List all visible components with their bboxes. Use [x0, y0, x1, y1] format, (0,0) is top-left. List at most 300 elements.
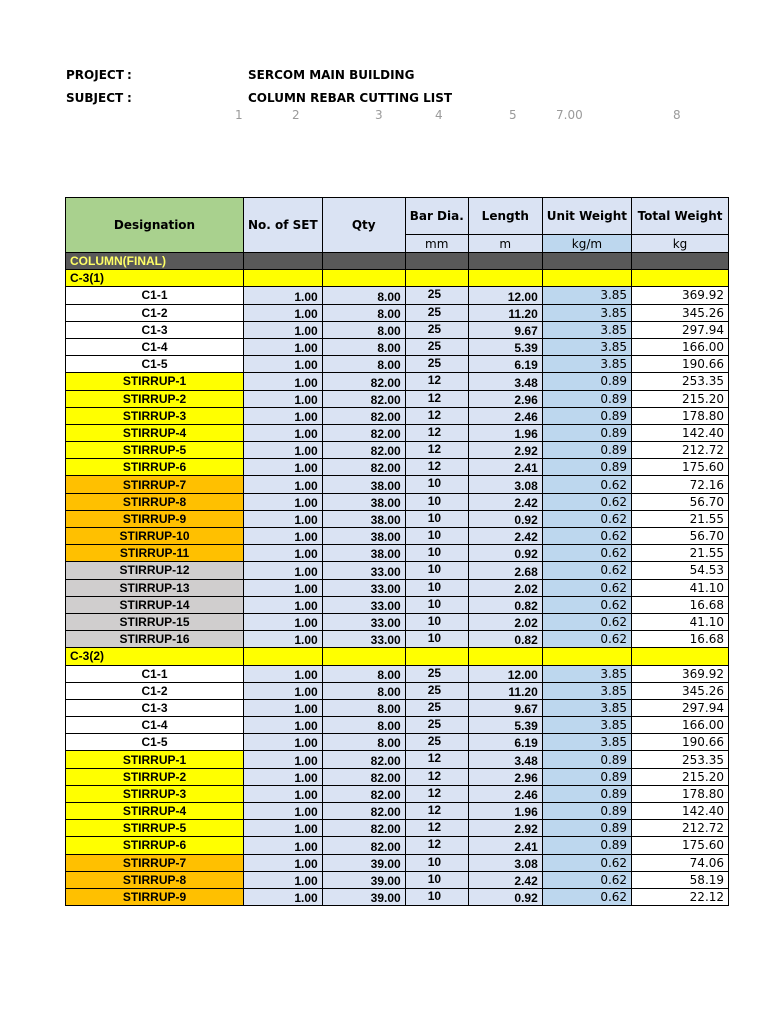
length-cell: 3.48 [468, 751, 542, 768]
table-row [66, 545, 729, 562]
bar-dia-cell: 12 [405, 424, 468, 441]
bar-dia-cell: 25 [405, 356, 468, 373]
total-weight-cell: 21.55 [632, 545, 729, 562]
group-cell [322, 648, 405, 665]
no-of-set-cell: 1.00 [244, 287, 323, 304]
table-row [66, 682, 729, 699]
length-cell: 0.92 [468, 888, 542, 905]
bar-dia-cell: 25 [405, 287, 468, 304]
qty-cell: 82.00 [322, 768, 405, 785]
subject-colon: : [127, 91, 132, 105]
qty-cell: 38.00 [322, 510, 405, 527]
designation-cell: STIRRUP-6 [66, 837, 244, 854]
designation-cell: STIRRUP-16 [66, 631, 244, 648]
no-of-set-cell: 1.00 [244, 613, 323, 630]
total-weight-cell: 56.70 [632, 493, 729, 510]
designation-cell: STIRRUP-4 [66, 424, 244, 441]
designation-cell: STIRRUP-9 [66, 888, 244, 905]
length-cell: 9.67 [468, 321, 542, 338]
designation-cell: STIRRUP-11 [66, 545, 244, 562]
designation-cell: STIRRUP-9 [66, 510, 244, 527]
length-cell: 2.42 [468, 871, 542, 888]
total-weight-cell: 22.12 [632, 888, 729, 905]
total-weight-cell: 175.60 [632, 459, 729, 476]
unit-total-weight: kg [632, 235, 729, 253]
table-row [66, 751, 729, 768]
bar-dia-cell: 12 [405, 390, 468, 407]
unit-weight-cell: 0.62 [542, 493, 631, 510]
qty-cell: 33.00 [322, 613, 405, 630]
table-row [66, 854, 729, 871]
rebar-table [65, 197, 729, 906]
section-cell [542, 253, 631, 270]
qty-cell: 8.00 [322, 682, 405, 699]
table-row [66, 785, 729, 802]
group-cell [632, 270, 729, 287]
group-cell [405, 648, 468, 665]
qty-cell: 82.00 [322, 442, 405, 459]
no-of-set-cell: 1.00 [244, 871, 323, 888]
length-cell: 0.82 [468, 631, 542, 648]
no-of-set-cell: 1.00 [244, 785, 323, 802]
designation-cell: STIRRUP-10 [66, 528, 244, 545]
table-row [66, 442, 729, 459]
total-weight-cell: 190.66 [632, 356, 729, 373]
unit-weight-cell: 3.85 [542, 338, 631, 355]
no-of-set-cell: 1.00 [244, 442, 323, 459]
unit-weight-cell: 0.62 [542, 613, 631, 630]
unit-weight-cell: 0.89 [542, 803, 631, 820]
table-row [66, 373, 729, 390]
total-weight-cell: 212.72 [632, 442, 729, 459]
designation-cell: STIRRUP-4 [66, 803, 244, 820]
no-of-set-cell: 1.00 [244, 734, 323, 751]
length-cell: 2.96 [468, 390, 542, 407]
length-cell: 11.20 [468, 304, 542, 321]
unit-weight-cell: 0.62 [542, 510, 631, 527]
table-row [66, 631, 729, 648]
bar-dia-cell: 12 [405, 820, 468, 837]
total-weight-cell: 72.16 [632, 476, 729, 493]
section-cell [405, 253, 468, 270]
no-of-set-cell: 1.00 [244, 528, 323, 545]
unit-weight-cell: 0.89 [542, 407, 631, 424]
bar-dia-cell: 10 [405, 528, 468, 545]
unit-weight-cell: 0.62 [542, 871, 631, 888]
no-of-set-cell: 1.00 [244, 304, 323, 321]
unit-weight-cell: 3.85 [542, 304, 631, 321]
project-label: PROJECT [66, 68, 124, 82]
bar-dia-cell: 25 [405, 304, 468, 321]
subject-label: SUBJECT [66, 91, 124, 105]
length-cell: 0.92 [468, 545, 542, 562]
bar-dia-cell: 10 [405, 596, 468, 613]
total-weight-cell: 142.40 [632, 803, 729, 820]
total-weight-cell: 16.68 [632, 596, 729, 613]
designation-cell: STIRRUP-6 [66, 459, 244, 476]
designation-cell: C1-4 [66, 717, 244, 734]
bar-dia-cell: 10 [405, 631, 468, 648]
bar-dia-cell: 25 [405, 699, 468, 716]
project-value: SERCOM MAIN BUILDING [248, 68, 415, 82]
unit-weight-cell: 3.85 [542, 287, 631, 304]
total-weight-cell: 215.20 [632, 768, 729, 785]
no-of-set-cell: 1.00 [244, 321, 323, 338]
length-cell: 5.39 [468, 338, 542, 355]
total-weight-cell: 369.92 [632, 287, 729, 304]
designation-cell: STIRRUP-5 [66, 442, 244, 459]
table-row [66, 837, 729, 854]
length-cell: 1.96 [468, 803, 542, 820]
ruler-label: 5 [509, 108, 517, 122]
total-weight-cell: 253.35 [632, 373, 729, 390]
group-cell [322, 270, 405, 287]
qty-cell: 8.00 [322, 287, 405, 304]
header-unit-weight: Unit Weight [542, 198, 631, 235]
no-of-set-cell: 1.00 [244, 390, 323, 407]
length-cell: 2.42 [468, 528, 542, 545]
qty-cell: 82.00 [322, 373, 405, 390]
total-weight-cell: 21.55 [632, 510, 729, 527]
header-designation: Designation [66, 198, 244, 253]
unit-weight-cell: 0.62 [542, 545, 631, 562]
length-cell: 2.92 [468, 442, 542, 459]
no-of-set-cell: 1.00 [244, 631, 323, 648]
table-row [66, 528, 729, 545]
bar-dia-cell: 10 [405, 613, 468, 630]
unit-weight-cell: 0.62 [542, 579, 631, 596]
total-weight-cell: 253.35 [632, 751, 729, 768]
no-of-set-cell: 1.00 [244, 356, 323, 373]
total-weight-cell: 178.80 [632, 785, 729, 802]
group-cell [244, 270, 323, 287]
bar-dia-cell: 25 [405, 321, 468, 338]
no-of-set-cell: 1.00 [244, 424, 323, 441]
table-row [66, 287, 729, 304]
length-cell: 3.08 [468, 854, 542, 871]
unit-weight-cell: 0.89 [542, 837, 631, 854]
no-of-set-cell: 1.00 [244, 407, 323, 424]
header-total-weight: Total Weight [632, 198, 729, 235]
total-weight-cell: 369.92 [632, 665, 729, 682]
total-weight-cell: 345.26 [632, 304, 729, 321]
table-row [66, 459, 729, 476]
designation-cell: STIRRUP-1 [66, 373, 244, 390]
length-cell: 12.00 [468, 287, 542, 304]
qty-cell: 38.00 [322, 493, 405, 510]
length-cell: 1.96 [468, 424, 542, 441]
table-row [66, 820, 729, 837]
no-of-set-cell: 1.00 [244, 699, 323, 716]
unit-weight-cell: 0.89 [542, 768, 631, 785]
no-of-set-cell: 1.00 [244, 579, 323, 596]
unit-weight-cell: 0.62 [542, 476, 631, 493]
no-of-set-cell: 1.00 [244, 493, 323, 510]
table-row [66, 803, 729, 820]
bar-dia-cell: 12 [405, 442, 468, 459]
bar-dia-cell: 25 [405, 665, 468, 682]
table-row [66, 390, 729, 407]
qty-cell: 82.00 [322, 459, 405, 476]
qty-cell: 33.00 [322, 562, 405, 579]
qty-cell: 82.00 [322, 837, 405, 854]
total-weight-cell: 166.00 [632, 717, 729, 734]
bar-dia-cell: 12 [405, 768, 468, 785]
qty-cell: 8.00 [322, 717, 405, 734]
bar-dia-cell: 10 [405, 579, 468, 596]
qty-cell: 39.00 [322, 854, 405, 871]
designation-cell: C1-5 [66, 356, 244, 373]
table-row [66, 562, 729, 579]
qty-cell: 39.00 [322, 871, 405, 888]
total-weight-cell: 16.68 [632, 631, 729, 648]
total-weight-cell: 41.10 [632, 579, 729, 596]
ruler-label: 2 [292, 108, 300, 122]
no-of-set-cell: 1.00 [244, 596, 323, 613]
designation-cell: C1-3 [66, 699, 244, 716]
table-row [66, 304, 729, 321]
no-of-set-cell: 1.00 [244, 338, 323, 355]
unit-weight-cell: 0.62 [542, 528, 631, 545]
total-weight-cell: 345.26 [632, 682, 729, 699]
designation-cell: C1-2 [66, 304, 244, 321]
qty-cell: 8.00 [322, 321, 405, 338]
qty-cell: 33.00 [322, 596, 405, 613]
section-cell [244, 253, 323, 270]
length-cell: 2.42 [468, 493, 542, 510]
qty-cell: 82.00 [322, 751, 405, 768]
designation-cell: C1-1 [66, 665, 244, 682]
bar-dia-cell: 10 [405, 854, 468, 871]
designation-cell: STIRRUP-7 [66, 854, 244, 871]
group-cell [468, 270, 542, 287]
qty-cell: 38.00 [322, 528, 405, 545]
length-cell: 2.02 [468, 579, 542, 596]
designation-cell: STIRRUP-15 [66, 613, 244, 630]
group-cell [468, 648, 542, 665]
designation-cell: C1-4 [66, 338, 244, 355]
bar-dia-cell: 10 [405, 562, 468, 579]
group-label: C-3(1) [66, 270, 244, 287]
length-cell: 0.82 [468, 596, 542, 613]
length-cell: 2.41 [468, 837, 542, 854]
no-of-set-cell: 1.00 [244, 751, 323, 768]
no-of-set-cell: 1.00 [244, 837, 323, 854]
unit-weight-cell: 0.89 [542, 373, 631, 390]
table-row [66, 596, 729, 613]
length-cell: 5.39 [468, 717, 542, 734]
section-label: COLUMN(FINAL) [66, 253, 244, 270]
designation-cell: STIRRUP-13 [66, 579, 244, 596]
no-of-set-cell: 1.00 [244, 682, 323, 699]
no-of-set-cell: 1.00 [244, 803, 323, 820]
group-row [66, 648, 729, 665]
unit-weight-cell: 3.85 [542, 717, 631, 734]
unit-weight-cell: 0.62 [542, 596, 631, 613]
designation-cell: C1-3 [66, 321, 244, 338]
designation-cell: STIRRUP-7 [66, 476, 244, 493]
qty-cell: 82.00 [322, 785, 405, 802]
length-cell: 6.19 [468, 734, 542, 751]
bar-dia-cell: 12 [405, 785, 468, 802]
rebar-table-body [66, 198, 729, 906]
ruler-label: 8 [673, 108, 681, 122]
unit-weight-cell: 0.89 [542, 820, 631, 837]
group-row [66, 270, 729, 287]
section-cell [322, 253, 405, 270]
header-bar-dia: Bar Dia. [405, 198, 468, 235]
length-cell: 3.48 [468, 373, 542, 390]
ruler-label: 1 [235, 108, 243, 122]
no-of-set-cell: 1.00 [244, 510, 323, 527]
bar-dia-cell: 12 [405, 751, 468, 768]
section-cell [468, 253, 542, 270]
bar-dia-cell: 25 [405, 734, 468, 751]
table-header-row [66, 198, 729, 235]
unit-weight-cell: 0.89 [542, 785, 631, 802]
no-of-set-cell: 1.00 [244, 888, 323, 905]
unit-weight-cell: 3.85 [542, 682, 631, 699]
qty-cell: 82.00 [322, 390, 405, 407]
unit-weight-cell: 0.62 [542, 562, 631, 579]
group-label: C-3(2) [66, 648, 244, 665]
length-cell: 2.96 [468, 768, 542, 785]
group-cell [542, 648, 631, 665]
length-cell: 0.92 [468, 510, 542, 527]
table-row [66, 338, 729, 355]
length-cell: 2.68 [468, 562, 542, 579]
group-cell [632, 648, 729, 665]
total-weight-cell: 166.00 [632, 338, 729, 355]
length-cell: 2.46 [468, 407, 542, 424]
unit-weight-cell: 0.62 [542, 888, 631, 905]
unit-length: m [468, 235, 542, 253]
total-weight-cell: 54.53 [632, 562, 729, 579]
designation-cell: STIRRUP-14 [66, 596, 244, 613]
total-weight-cell: 297.94 [632, 699, 729, 716]
length-cell: 9.67 [468, 699, 542, 716]
bar-dia-cell: 25 [405, 682, 468, 699]
designation-cell: STIRRUP-12 [66, 562, 244, 579]
bar-dia-cell: 12 [405, 459, 468, 476]
no-of-set-cell: 1.00 [244, 562, 323, 579]
qty-cell: 82.00 [322, 820, 405, 837]
qty-cell: 38.00 [322, 476, 405, 493]
designation-cell: STIRRUP-3 [66, 407, 244, 424]
no-of-set-cell: 1.00 [244, 768, 323, 785]
bar-dia-cell: 10 [405, 871, 468, 888]
table-row [66, 734, 729, 751]
qty-cell: 33.00 [322, 579, 405, 596]
qty-cell: 82.00 [322, 803, 405, 820]
designation-cell: STIRRUP-8 [66, 493, 244, 510]
no-of-set-cell: 1.00 [244, 854, 323, 871]
table-row [66, 871, 729, 888]
table-row [66, 699, 729, 716]
designation-cell: C1-1 [66, 287, 244, 304]
unit-weight-cell: 3.85 [542, 699, 631, 716]
project-colon: : [127, 68, 132, 82]
qty-cell: 33.00 [322, 631, 405, 648]
qty-cell: 8.00 [322, 338, 405, 355]
designation-cell: STIRRUP-5 [66, 820, 244, 837]
table-row [66, 356, 729, 373]
bar-dia-cell: 10 [405, 888, 468, 905]
designation-cell: C1-2 [66, 682, 244, 699]
unit-weight-cell: 0.62 [542, 631, 631, 648]
qty-cell: 8.00 [322, 699, 405, 716]
total-weight-cell: 175.60 [632, 837, 729, 854]
total-weight-cell: 215.20 [632, 390, 729, 407]
bar-dia-cell: 10 [405, 476, 468, 493]
no-of-set-cell: 1.00 [244, 665, 323, 682]
qty-cell: 38.00 [322, 545, 405, 562]
group-cell [244, 648, 323, 665]
qty-cell: 82.00 [322, 424, 405, 441]
ruler-label: 3 [375, 108, 383, 122]
unit-weight-cell: 0.89 [542, 442, 631, 459]
total-weight-cell: 74.06 [632, 854, 729, 871]
qty-cell: 8.00 [322, 304, 405, 321]
header-length: Length [468, 198, 542, 235]
group-cell [542, 270, 631, 287]
length-cell: 2.46 [468, 785, 542, 802]
section-row [66, 253, 729, 270]
unit-weight-cell: 3.85 [542, 321, 631, 338]
total-weight-cell: 41.10 [632, 613, 729, 630]
total-weight-cell: 297.94 [632, 321, 729, 338]
length-cell: 2.92 [468, 820, 542, 837]
bar-dia-cell: 10 [405, 510, 468, 527]
length-cell: 2.41 [468, 459, 542, 476]
unit-weight-cell: 3.85 [542, 665, 631, 682]
length-cell: 2.02 [468, 613, 542, 630]
table-row [66, 665, 729, 682]
length-cell: 3.08 [468, 476, 542, 493]
total-weight-cell: 190.66 [632, 734, 729, 751]
unit-weight-cell: 0.89 [542, 390, 631, 407]
header-no-of-set: No. of SET [244, 198, 323, 253]
table-row [66, 321, 729, 338]
table-row [66, 888, 729, 905]
bar-dia-cell: 12 [405, 803, 468, 820]
ruler-label: 7.00 [556, 108, 583, 122]
designation-cell: C1-5 [66, 734, 244, 751]
unit-weight-cell: 3.85 [542, 734, 631, 751]
total-weight-cell: 212.72 [632, 820, 729, 837]
designation-cell: STIRRUP-3 [66, 785, 244, 802]
bar-dia-cell: 10 [405, 493, 468, 510]
bar-dia-cell: 12 [405, 373, 468, 390]
table-row [66, 476, 729, 493]
designation-cell: STIRRUP-2 [66, 768, 244, 785]
ruler-label: 4 [435, 108, 443, 122]
section-cell [632, 253, 729, 270]
length-cell: 6.19 [468, 356, 542, 373]
unit-weight-cell: 0.62 [542, 854, 631, 871]
qty-cell: 8.00 [322, 665, 405, 682]
no-of-set-cell: 1.00 [244, 459, 323, 476]
unit-weight-cell: 0.89 [542, 424, 631, 441]
no-of-set-cell: 1.00 [244, 717, 323, 734]
bar-dia-cell: 25 [405, 338, 468, 355]
no-of-set-cell: 1.00 [244, 476, 323, 493]
qty-cell: 39.00 [322, 888, 405, 905]
bar-dia-cell: 12 [405, 407, 468, 424]
table-row [66, 510, 729, 527]
unit-bar-dia: mm [405, 235, 468, 253]
total-weight-cell: 178.80 [632, 407, 729, 424]
